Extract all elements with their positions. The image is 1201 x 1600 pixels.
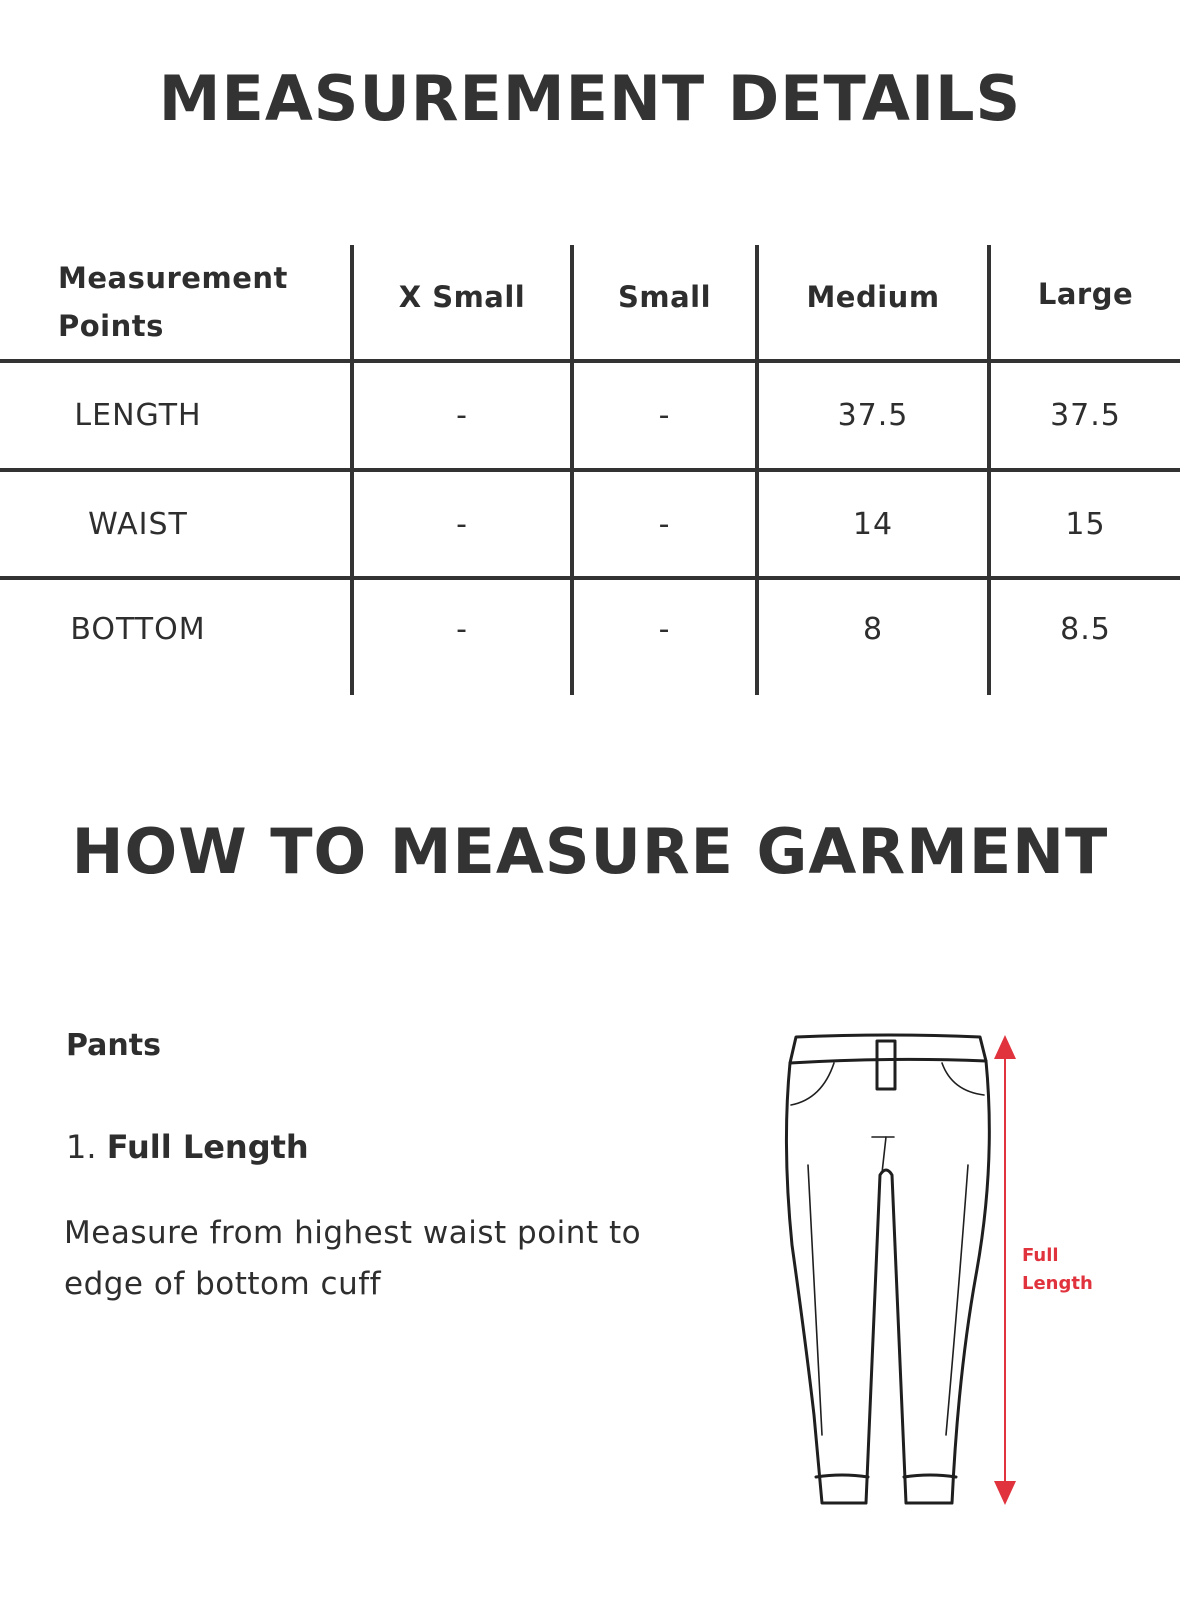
table-cell: 8 — [862, 611, 884, 647]
section-title: HOW TO MEASURE GARMENT — [71, 815, 1109, 888]
step-number: 1. — [66, 1128, 97, 1166]
page-title: MEASUREMENT DETAILS — [158, 62, 1022, 135]
table-cell: 15 — [1065, 506, 1106, 542]
table-cell: - — [658, 611, 671, 647]
step-description: Measure from highest waist point to edge of bottom cuff — [64, 1215, 642, 1302]
table-cell: - — [658, 506, 671, 542]
arrow-up-icon — [994, 1035, 1016, 1059]
full-length-label — [1022, 1242, 1112, 1298]
header-small: Small — [617, 280, 712, 314]
header-medium: Medium — [806, 280, 940, 314]
row-label-waist: WAIST — [88, 506, 188, 542]
step-name: Full Length — [106, 1128, 309, 1166]
table-cell: - — [658, 398, 671, 433]
header-measurement-points: Measurement Points — [58, 261, 288, 343]
table-cell: 8.5 — [1060, 611, 1111, 647]
header-large: Large — [1037, 277, 1134, 311]
row-label-bottom: BOTTOM — [70, 611, 206, 647]
arrow-down-icon — [994, 1481, 1016, 1505]
garment-type: Pants — [66, 1028, 161, 1063]
table-cell: - — [456, 506, 468, 542]
full-length-label-line1: Full — [1022, 1245, 1059, 1266]
size-chart-table — [0, 245, 1180, 695]
step-heading — [66, 1128, 309, 1166]
table-cell: 37.5 — [1050, 398, 1121, 433]
table-cell: 14 — [852, 506, 894, 542]
row-label-length: LENGTH — [74, 398, 202, 433]
pants-diagram-icon — [770, 1025, 1030, 1515]
table-cell: - — [456, 398, 468, 433]
header-x-small: X Small — [398, 280, 526, 314]
full-length-label-line2: Length — [1022, 1273, 1093, 1294]
table-cell: 37.5 — [837, 398, 909, 433]
table-cell: - — [456, 611, 468, 647]
